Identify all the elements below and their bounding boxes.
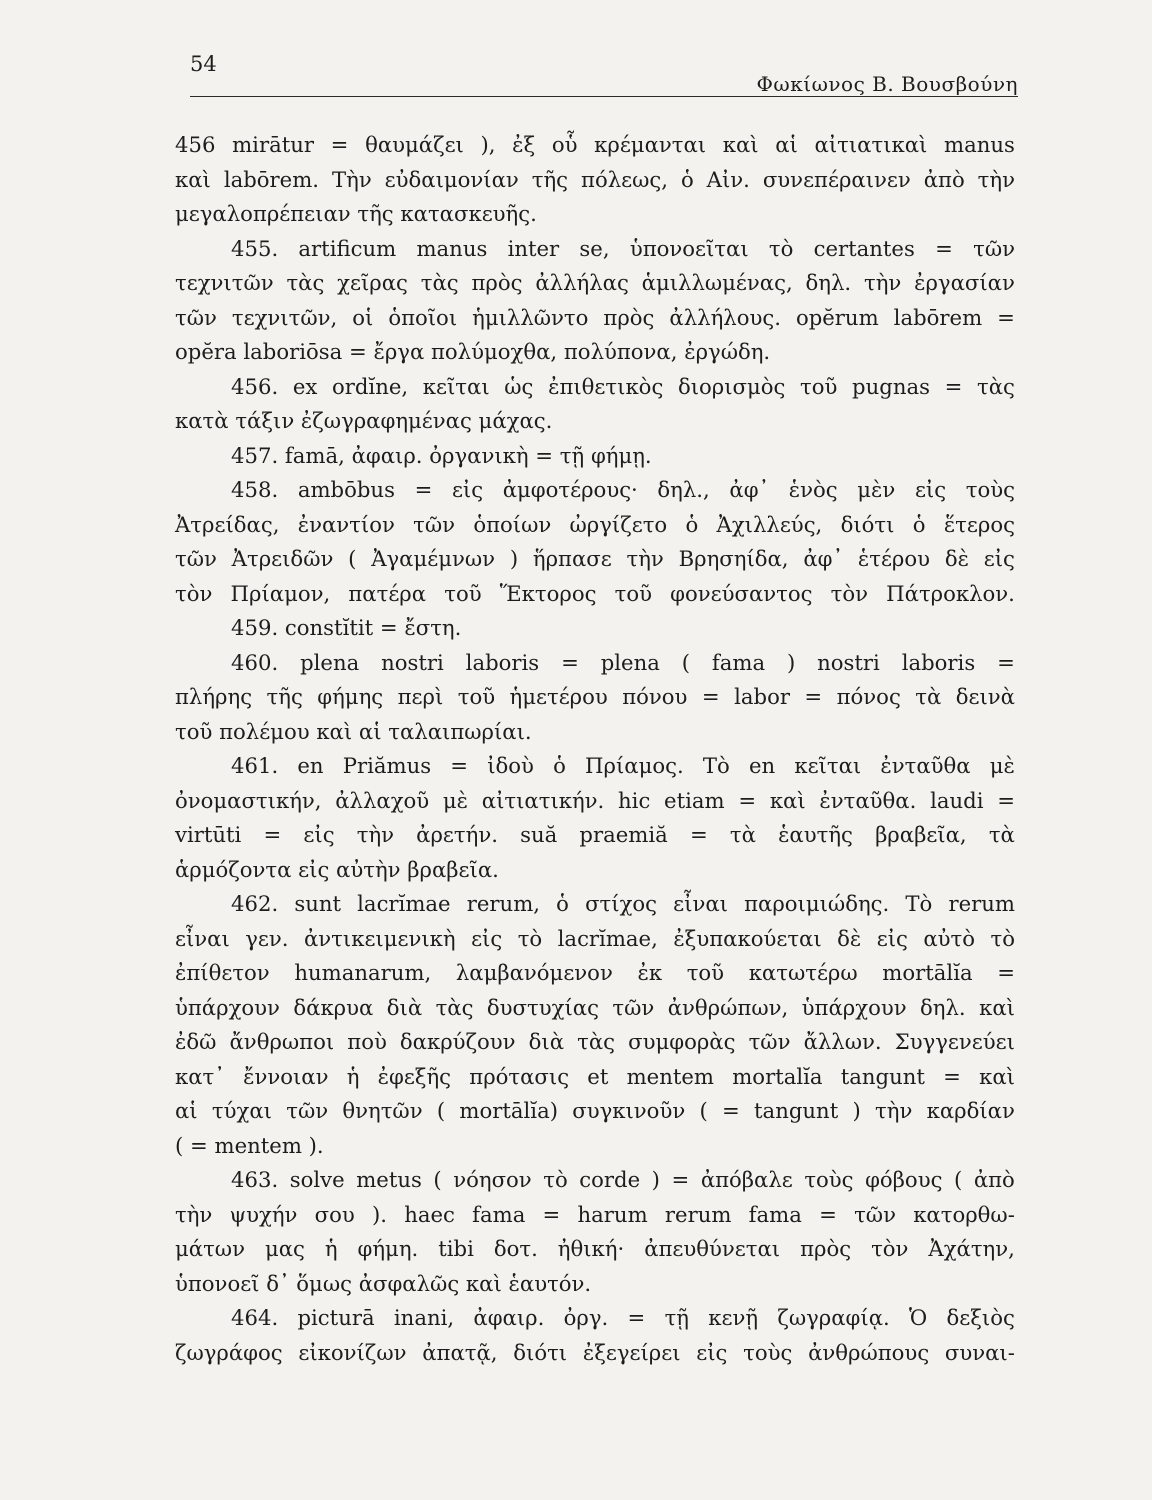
text-line: 457. famā, ἀφαιρ. ὀργανικὴ = τῇ φήμῃ. xyxy=(231,442,652,468)
text-line: κατὰ τάξιν ἐζωγραφημένας μάχας. xyxy=(175,408,553,433)
text-line: εἶναι γεν. ἀντικειμενικὴ εἰς τὸ lacrĭmae, ἐξυπακούεται δὲ εἰς αὐτὸ τὸ xyxy=(175,925,1015,951)
page-header xyxy=(190,52,1018,97)
text-line: 456 mirātur = θαυμάζει ), ἐξ οὗ κρέμανται καὶ αἱ αἰτιατικαὶ manus xyxy=(175,132,1015,157)
text-line: αἱ τύχαι τῶν θνητῶν ( mortālĭa) συγκινοῦν ( = tangunt ) τὴν καρδίαν xyxy=(175,1098,1015,1123)
page-number: 54 xyxy=(190,52,217,76)
text-line: ὀνομαστικήν, ἀλλαχοῦ μὲ αἰτιατικήν. hic etiam = καὶ ἐνταῦθα. laudi = xyxy=(175,787,1015,813)
text-line: ἐδῶ ἄνθρωποι ποὺ δακρύζουν διὰ τὰς συμφορὰς τῶν ἄλλων. Συγγενεύει xyxy=(175,1029,1015,1054)
text-line: 459. constĭtit = ἔστη. xyxy=(231,615,462,640)
running-title: Φωκίωνος Β. Βουσβούνη xyxy=(756,72,1018,96)
text-line: μάτων μας ἡ φήμη. tibi δοτ. ἠθική· ἀπευθύνεται πρὸς τὸν Ἀχάτην, xyxy=(175,1236,1015,1261)
text-line: ἁρμόζοντα εἰς αὐτὴν βραβεῖα. xyxy=(175,856,499,882)
text-line: 462. sunt lacrĭmae rerum, ὁ στίχος εἶναι παροιμιώδης. Τὸ rerum xyxy=(231,891,1015,916)
text-line: virtūti = εἰς τὴν ἀρετήν. suă praemiă = τὰ ἑαυτῆς βραβεῖα, τὰ xyxy=(175,822,1015,847)
text-line: τῶν τεχνιτῶν, οἱ ὁποῖοι ἡμιλλῶντο πρὸς ἀλλήλους. opĕrum labōrem = xyxy=(175,304,1015,330)
text-line: ( = mentem ). xyxy=(175,1132,324,1158)
text-line: 461. en Priămus = ἰδοὺ ὁ Πρίαμος. Τὸ en κεῖται ἐνταῦθα μὲ xyxy=(231,753,1015,778)
text-line: 464. picturā inani, ἀφαιρ. ὀργ. = τῇ κενῇ ζωγραφίᾳ. Ὁ δεξιὸς xyxy=(231,1305,1015,1330)
text-line: τῶν Ἀτρειδῶν ( Ἀγαμέμνων ) ἥρπασε τὴν Βρησηίδα, ἀφ᾽ ἑτέρου δὲ εἰς xyxy=(175,546,1015,571)
text-line: opĕra laboriōsa = ἔργα πολύμοχθα, πολύπονα, ἐργώδη. xyxy=(175,339,771,364)
text-line: 458. ambōbus = εἰς ἀμφοτέρους· δηλ., ἀφ᾽ ἑνὸς μὲν εἰς τοὺς xyxy=(231,477,1015,502)
text-line: ζωγράφος εἰκονίζων ἀπατᾷ, διότι ἐξεγείρει εἰς τοὺς ἀνθρώπους συναι- xyxy=(175,1339,1015,1365)
text-line: τεχνιτῶν τὰς χεῖρας τὰς πρὸς ἀλλήλας ἁμιλλωμένας, δηλ. τὴν ἐργασίαν xyxy=(175,270,1015,295)
text-line: μεγαλοπρέπειαν τῆς κατασκευῆς. xyxy=(175,201,537,226)
text-line: ὑπάρχουν δάκρυα διὰ τὰς δυστυχίας τῶν ἀνθρώπων, ὑπάρχουν δηλ. καὶ xyxy=(175,994,1015,1020)
text-line: τοῦ πολέμου καὶ αἱ ταλαιπωρίαι. xyxy=(175,718,532,744)
text-line: τὸν Πρίαμον, πατέρα τοῦ Ἕκτορος τοῦ φονεύσαντος τὸν Πάτροκλον. xyxy=(175,580,1015,606)
text-line: ἐπίθετον humanarum, λαμβανόμενον ἐκ τοῦ κατωτέρω mortālĭa = xyxy=(175,960,1015,985)
text-line: 455. artificum manus inter se, ὑπονοεῖται τὸ certantes = τῶν xyxy=(231,235,1015,261)
text-line: πλήρης τῆς φήμης περὶ τοῦ ἡμετέρου πόνου = labor = πόνος τὰ δεινὰ xyxy=(175,684,1015,709)
text-line: ὑπονοεῖ δ᾽ ὅμως ἀσφαλῶς καὶ ἑαυτόν. xyxy=(175,1270,592,1296)
text-line: Ἀτρείδας, ἐναντίον τῶν ὁποίων ὠργίζετο ὁ Ἀχιλλεύς, διότι ὁ ἕτερος xyxy=(175,511,1015,537)
commentary-text xyxy=(175,128,1015,1370)
text-line: τὴν ψυχήν σου ). haec fama = harum rerum fama = τῶν κατορθω- xyxy=(175,1201,1015,1227)
text-line: 460. plena nostri laboris = plena ( fama ) nostri laboris = xyxy=(231,649,1015,675)
text-line: καὶ labōrem. Τὴν εὐδαιμονίαν τῆς πόλεως, ὁ Αἰν. συνεπέραινεν ἀπὸ τὴν xyxy=(175,166,1015,192)
text-line: 456. ex ordĭne, κεῖται ὡς ἐπιθετικὸς διορισμὸς τοῦ pugnas = τὰς xyxy=(231,373,1015,399)
text-line: κατ᾽ ἔννοιαν ἡ ἐφεξῆς πρότασις et mentem mortalĭa tangunt = καὶ xyxy=(175,1063,1015,1089)
text-line: 463. solve metus ( νόησον τὸ corde ) = ἀπόβαλε τοὺς φόβους ( ἀπὸ xyxy=(231,1167,1015,1192)
